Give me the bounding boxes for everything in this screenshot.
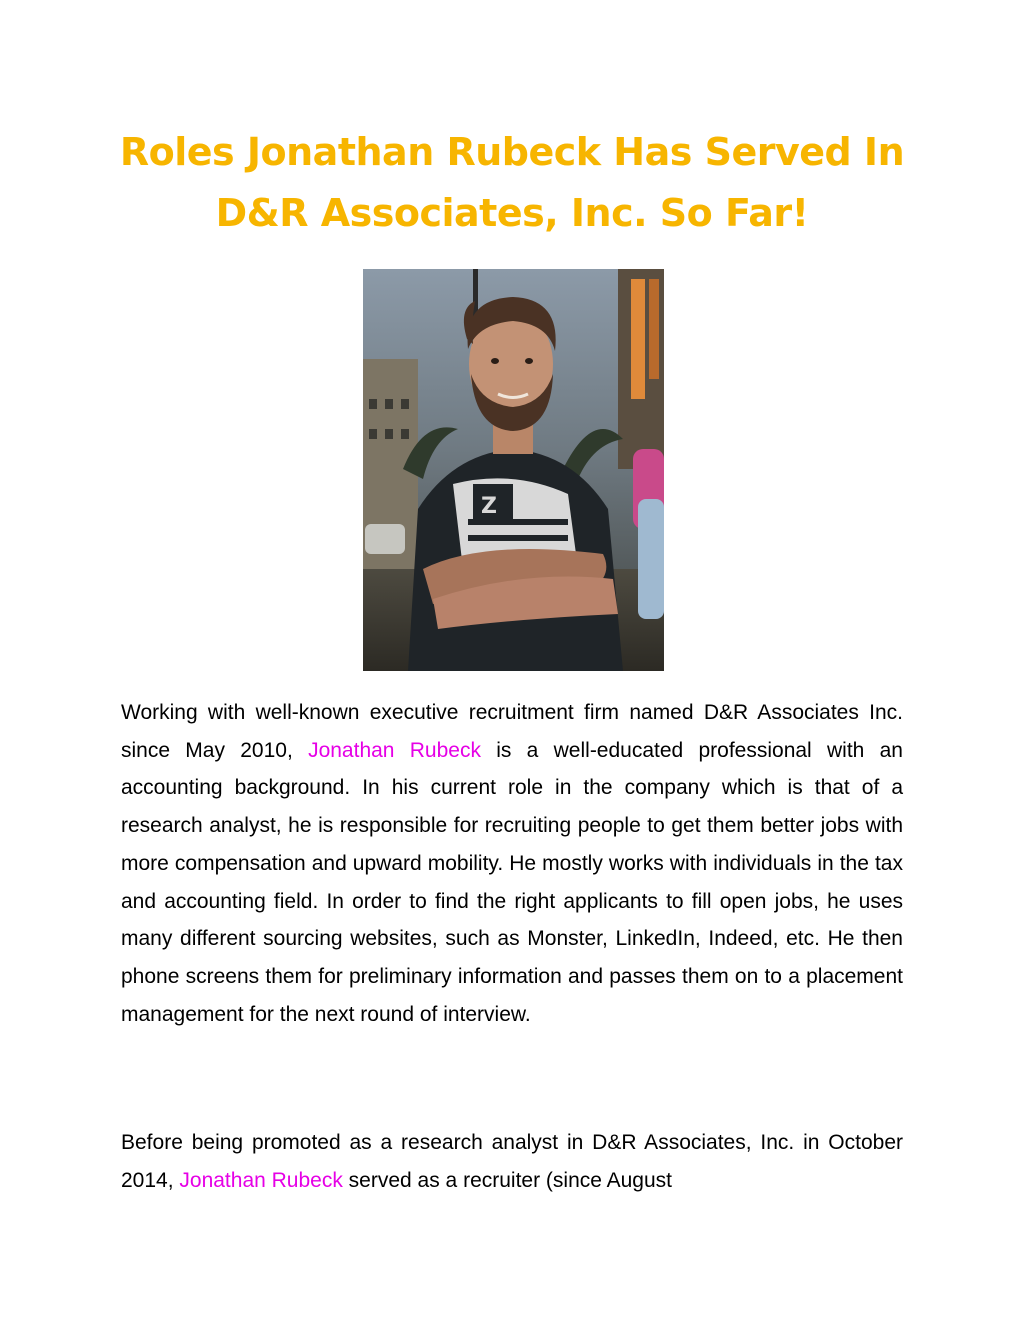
paragraph-1-text-end: is a well-educated professional with an accounting background. In his current role in the company which is that of a research analyst, he is responsible for recruiting people to get them better jobs with more compensation and upward mobility. He mostly works with individuals in the tax and accounting field. In order to find the right applicants to fill open jobs, he uses many different sourcing websites, such as Monster, LinkedIn, Indeed, etc. He then phone screens them for preliminary information and passes them on to a placement management for the next round of interview. [121, 738, 903, 1026]
paragraph-1-text-start: Working with well-known executive recruitment firm named D&R Associates Inc. since May 2010, [121, 701, 903, 762]
body-paragraph-1 [121, 694, 903, 1033]
paragraph-2-text-end: served as a recruiter (since August [342, 1168, 672, 1192]
jonathan-rubeck-link-1[interactable]: Jonathan Rubeck [308, 738, 481, 762]
portrait-photo [363, 269, 664, 671]
page-title [100, 122, 924, 244]
title-line-2: D&R Associates, Inc. So Far! [215, 191, 809, 235]
svg-text:Z: Z [481, 494, 497, 519]
paragraph-2-text-start: Before being promoted as a research analyst in D&R Associates, Inc. in October 2014, [121, 1131, 903, 1192]
jonathan-rubeck-link-2[interactable]: Jonathan Rubeck [179, 1168, 343, 1192]
body-paragraph-2 [121, 1124, 903, 1199]
title-line-1: Roles Jonathan Rubeck Has Served In [119, 130, 905, 174]
person-portrait-icon [363, 269, 664, 671]
